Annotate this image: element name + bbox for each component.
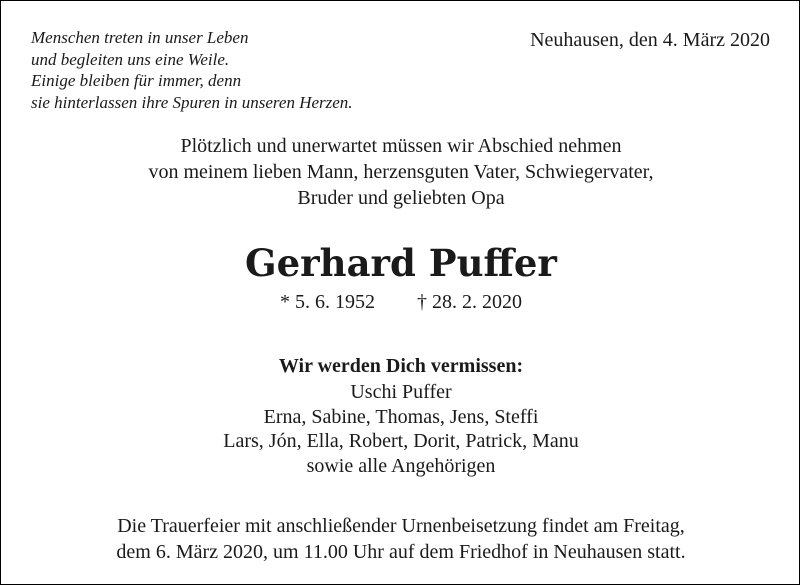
- poem-line: und begleiten uns eine Weile.: [31, 49, 230, 69]
- intro-line: Bruder und geliebten Opa: [297, 187, 505, 209]
- mourner-line: Erna, Sabine, Thomas, Jens, Steffi: [263, 405, 539, 428]
- mourners-heading: Wir werden Dich vermissen:: [278, 355, 524, 377]
- mourner-line: Lars, Jón, Ella, Robert, Dorit, Patrick, Manu: [223, 430, 579, 452]
- ceremony-info: [1, 513, 800, 565]
- poem-line: sie hinterlassen ihre Spuren in unseren Herzen.: [31, 92, 353, 112]
- mourner-line: Uschi Puffer: [350, 381, 452, 403]
- place-and-date: Neuhausen, den 4. März 2020: [530, 29, 770, 51]
- mourner-line: sowie alle Angehörigen: [306, 454, 496, 477]
- poem-line: Menschen treten in unser Leben: [31, 28, 249, 47]
- death-date: † 28. 2. 2020: [417, 291, 522, 313]
- intro-text: [1, 133, 800, 211]
- intro-line: von meinem lieben Mann, herzensguten Vater, Schwiegervater,: [148, 161, 654, 183]
- mourners-list: [1, 380, 800, 478]
- ceremony-line: Die Trauerfeier mit anschließender Urnenbeisetzung findet am Freitag,: [117, 515, 685, 537]
- birth-date: * 5. 6. 1952: [280, 291, 375, 313]
- poem-line: Einige bleiben für immer, denn: [31, 71, 242, 90]
- memorial-poem: [31, 27, 353, 113]
- deceased-name: Gerhard Puffer: [245, 241, 557, 285]
- ceremony-line: dem 6. März 2020, um 11.00 Uhr auf dem Friedhof in Neuhausen statt.: [116, 541, 686, 563]
- intro-line: Plötzlich und unerwartet müssen wir Abschied nehmen: [180, 135, 622, 157]
- life-dates: [1, 289, 800, 315]
